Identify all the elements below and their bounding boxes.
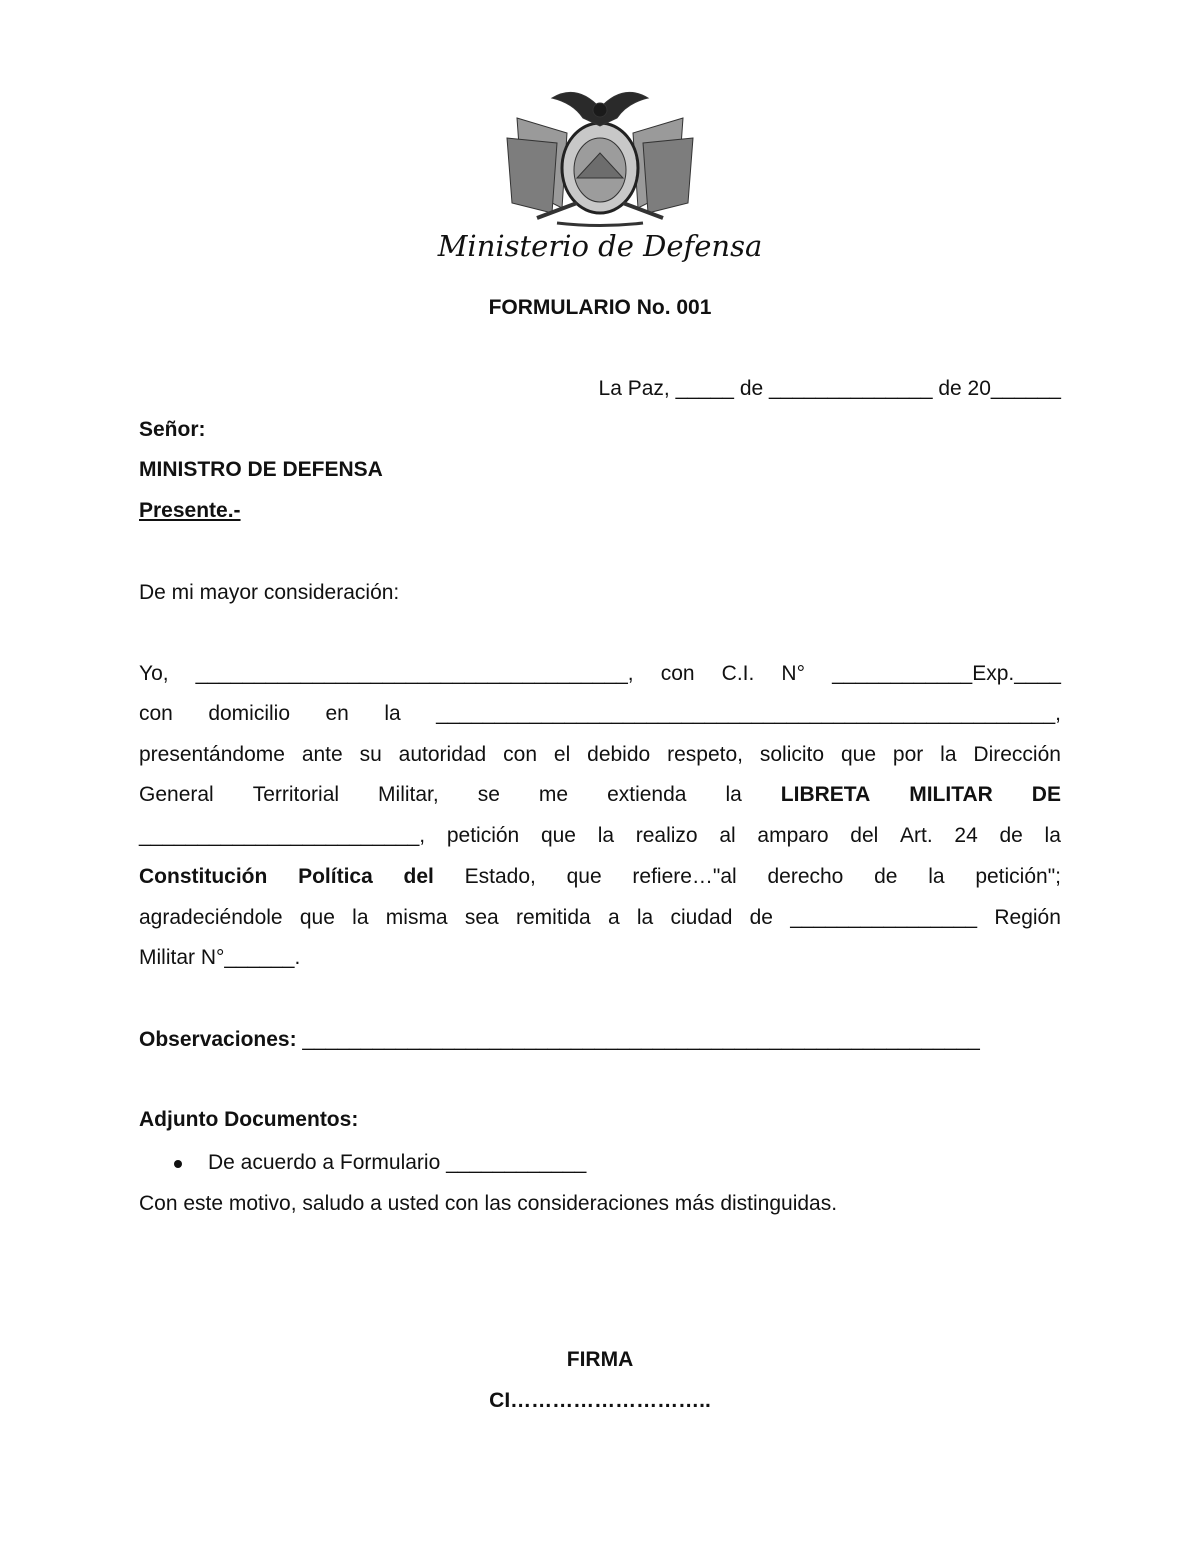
recipient: MINISTRO DE DEFENSA xyxy=(139,458,383,481)
estado-word: Estado, xyxy=(464,865,536,888)
observaciones-row xyxy=(139,1027,980,1053)
ci-line: CI……………………….. xyxy=(489,1389,711,1412)
closing-text: Con este motivo, saludo a usted con las consideraciones más distinguidas. xyxy=(139,1192,838,1215)
body-line-4: General Territorial Militar, se me extienda la LIBRETA MILITAR DE xyxy=(139,783,1061,806)
body-line-2: con domicilio en la _____________________________________________________, xyxy=(139,702,1061,725)
greeting: De mi mayor consideración: xyxy=(139,581,400,604)
ministry-name: Ministerio de Defensa xyxy=(437,229,763,263)
body-line-3: presentándome ante su autoridad con el debido respeto, solicito que por la Dirección xyxy=(139,743,1061,766)
body-line-8: Militar N°______. xyxy=(139,946,301,969)
body-line-1: Yo, _____________________________________, con C.I. N° ____________Exp.____ xyxy=(139,662,1061,685)
body-line-5: ________________________, petición que la realizo al amparo del Art. 24 de la xyxy=(139,824,1061,847)
salutation: Señor: xyxy=(139,418,206,441)
observaciones-field[interactable]: __________________________________________________________ xyxy=(302,1028,980,1051)
body-line-7: agradeciéndole que la misma sea remitida a la ciudad de ________________ Región xyxy=(139,906,1061,929)
body-line-6: Constitución Política del Estado, que refiere…"al derecho de la petición"; xyxy=(139,865,1061,888)
date-line: La Paz, _____ de ______________ de 20______ xyxy=(598,377,1061,400)
signature-label: FIRMA xyxy=(566,1348,634,1371)
coat-of-arms-emblem xyxy=(497,78,703,228)
form-title: FORMULARIO No. 001 xyxy=(488,296,712,319)
observaciones-label: Observaciones: xyxy=(139,1028,297,1051)
bullet-icon xyxy=(174,1160,182,1168)
presente-label: Presente.- xyxy=(139,499,241,522)
adjunto-label: Adjunto Documentos: xyxy=(139,1108,359,1131)
adjunto-item: De acuerdo a Formulario ____________ xyxy=(208,1151,587,1174)
